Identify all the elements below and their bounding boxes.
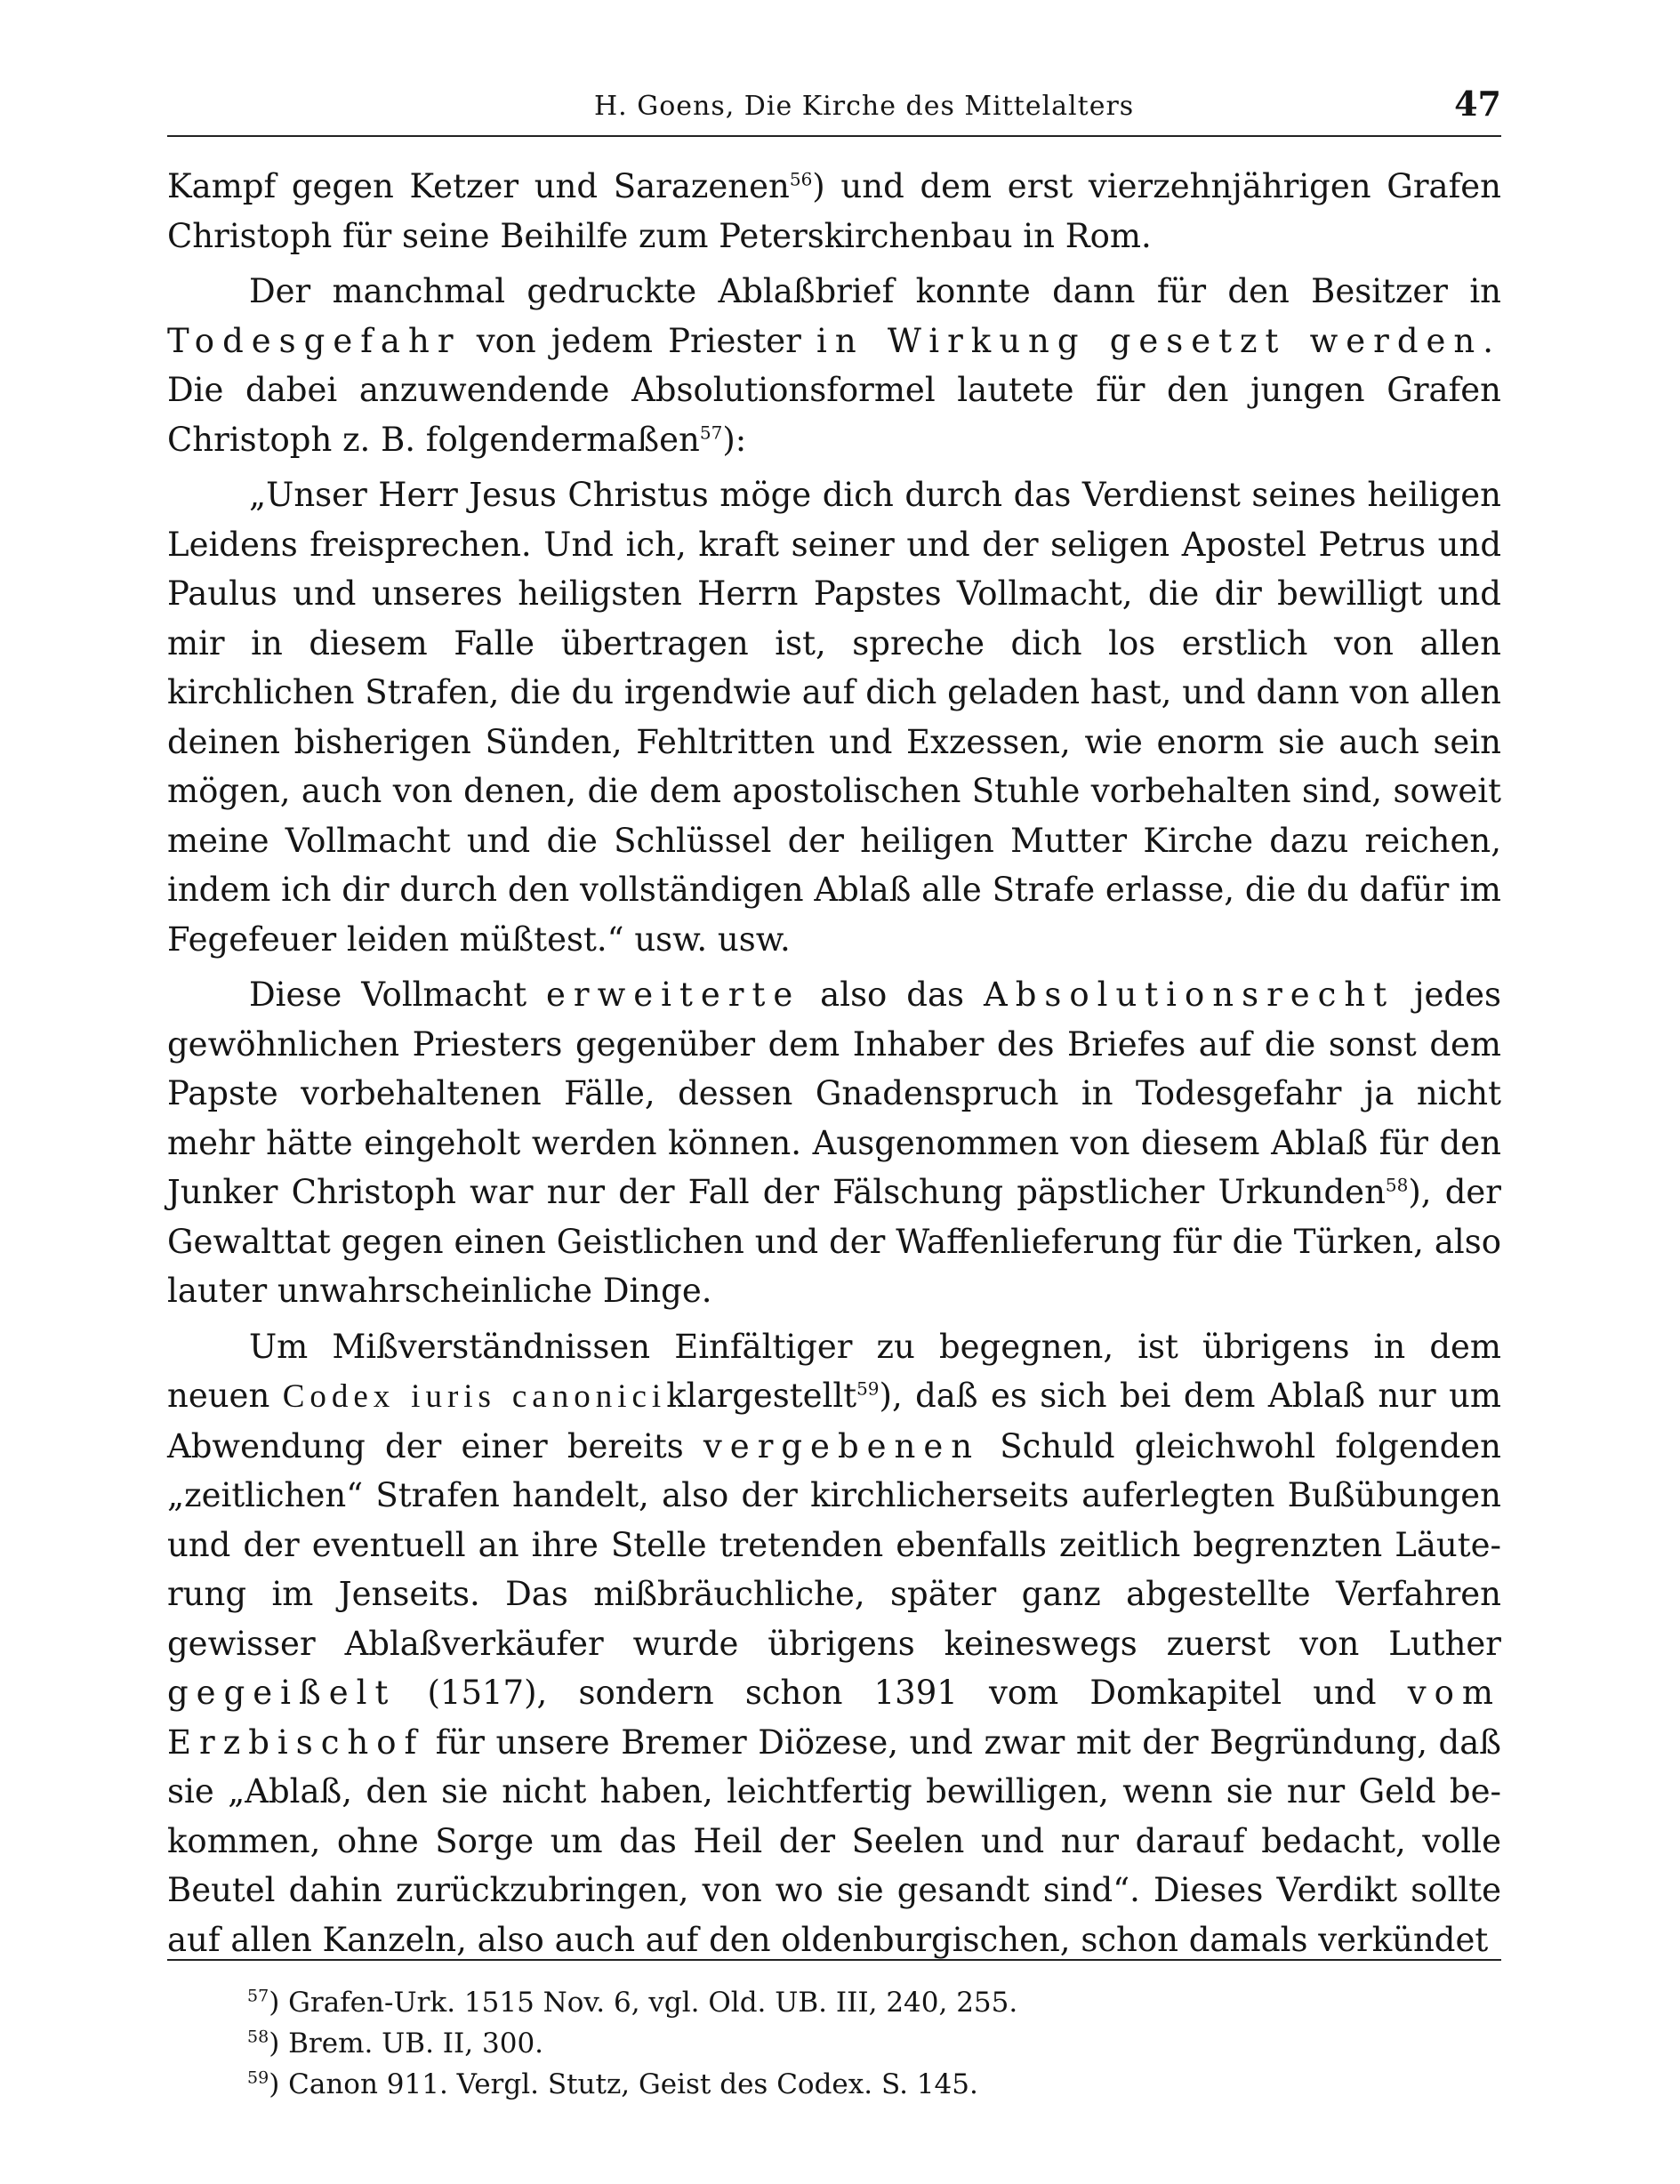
paragraph-5: [167, 1322, 1501, 1965]
footnote-ref-58: 58: [1385, 1174, 1409, 1196]
paragraph-4: [167, 970, 1501, 1316]
text-run: ) und dem erst vierzehnjährigen Grafen Christoph für seine Beihilfe zum Peterskirchenbau in Rom.: [167, 167, 1502, 255]
text-run: also das: [800, 976, 984, 1014]
footnote-text: ) Brem. UB. II, 300.: [269, 2027, 544, 2060]
paragraph-2: [167, 267, 1501, 464]
footnote-59: [167, 2064, 1501, 2105]
text-run: Kampf gegen Ketzer und Sarazenen: [167, 167, 790, 205]
text-run: Schuld gleichwohl folgenden „zeitlichen“ Strafen handelt, also der kirchlicherseits auferlegten Bußübungen und der eventuell an ihre Stelle tretenden ebenfalls zeitlich begrenzten Läute-rung im Jenseits. Das mißbräuchliche, später ganz abgestellte Verfahren gewisser Ablaßverkäufer wurde übrigens keineswegs zuerst von Luther: [167, 1426, 1501, 1663]
emphasis-spaced: vom Erzbischof: [167, 1674, 1501, 1762]
emphasis-spaced: vergebenen: [703, 1426, 981, 1465]
running-title: H. Goens, Die Kirche des Mittelalters: [594, 91, 1135, 122]
emphasis-spaced: Todesgefahr: [167, 321, 462, 360]
text-run: Die dabei anzuwendende Absolutionsformel lautete für den jungen Grafen Christoph z. B. folgendermaßen: [167, 371, 1501, 459]
body-text: [167, 162, 1501, 1971]
emphasis-spaced: Absolutionsrecht: [983, 976, 1395, 1014]
footnote-marker: 58: [247, 2027, 269, 2047]
text-run: (1517), sondern schon 1391 vom Domkapitel und: [396, 1674, 1408, 1712]
page-header: [167, 80, 1501, 137]
footnote-ref-57: 57: [699, 422, 723, 444]
emphasis-antiqua: Codex iuris canonici: [282, 1378, 667, 1415]
text-run: ), daß es sich bei dem Ablaß nur um Abwendung der einer bereits: [167, 1377, 1501, 1465]
emphasis-spaced: gegeißelt: [167, 1674, 397, 1712]
footnotes: [167, 1959, 1501, 2105]
paragraph-3-quote: [167, 470, 1501, 964]
text-run: klargestellt: [666, 1377, 857, 1415]
text-run: ):: [722, 420, 747, 459]
text-run: Diese Vollmacht: [249, 976, 547, 1014]
book-page: [133, 53, 1539, 2152]
emphasis-spaced: in Wirkung gesetzt werden.: [816, 321, 1502, 360]
text-run: ), der Gewalttat gegen einen Geistlichen und der Waffenlieferung für die Türken, also lauter unwahrscheinliche Dinge.: [167, 1173, 1501, 1310]
text-run: jedes gewöhnlichen Priesters gegenüber dem Inhaber des Briefes auf die sonst dem Papste vorbehaltenen Fälle, dessen Gnadenspruch in Todesgefahr ja nicht mehr hätte eingeholt werden können. Ausgenommen von diesem Ablaß für den Junker Christoph war nur der Fall der Fälschung päpstlicher Urkunden: [167, 976, 1501, 1211]
emphasis-spaced: erweiterte: [546, 976, 801, 1014]
footnote-58: [167, 2023, 1501, 2064]
page-number: 47: [1454, 84, 1501, 124]
text-run: „Unser Herr Jesus Christus möge dich durch das Verdienst seines heiligen Leidens freisprechen. Und ich, kraft seiner und der seligen Apostel Petrus und Paulus und unseres heiligsten Herrn Papstes Vollmacht, die dir bewilligt und mir in diesem Falle übertragen ist, spreche dich los erstlich von allen kirchlichen Strafen, die du irgendwie auf dich geladen hast, und dann von allen deinen bisherigen Sünden, Fehltritten und Exzessen, wie enorm sie auch sein mögen, auch von denen, die dem apostolischen Stuhle vorbehalten sind, soweit meine Vollmacht und die Schlüssel der heiligen Mutter Kirche dazu reichen, indem ich dir durch den vollständigen Ablaß alle Strafe erlasse, die du dafür im Fegefeuer leiden müßtest.“ usw. usw.: [167, 476, 1501, 959]
footnote-marker: 57: [247, 1986, 269, 2006]
footnote-ref-56: 56: [789, 168, 813, 190]
paragraph-1: [167, 162, 1501, 261]
footnote-text: ) Grafen-Urk. 1515 Nov. 6, vgl. Old. UB. III, 240, 255.: [269, 1987, 1018, 2019]
text-run: Der manchmal gedruckte Ablaßbrief konnte dann für den Besitzer in: [249, 272, 1501, 310]
footnote-marker: 59: [247, 2068, 269, 2088]
footnote-57: [167, 1982, 1501, 2023]
text-run: von jedem Priester: [461, 321, 817, 360]
footnote-text: ) Canon 911. Vergl. Stutz, Geist des Codex. S. 145.: [269, 2068, 978, 2100]
footnote-ref-59: 59: [856, 1377, 880, 1400]
text-run: Um Mißverständnissen Einfältiger zu begegnen, ist übrigens in dem neuen: [167, 1327, 1501, 1415]
text-run: für unsere Bremer Diözese, und zwar mit der Begründung, daß sie „Ablaß, den sie nicht haben, leichtfertig bewilligen, wenn sie nur Geld be-kommen, ohne Sorge um das Heil der Seelen und nur darauf bedacht, volle Beutel dahin zurückzubringen, von wo sie gesandt sind“. Dieses Verdikt sollte auf allen Kanzeln, also auch auf den oldenburgischen, schon damals verkündet: [167, 1722, 1501, 1959]
